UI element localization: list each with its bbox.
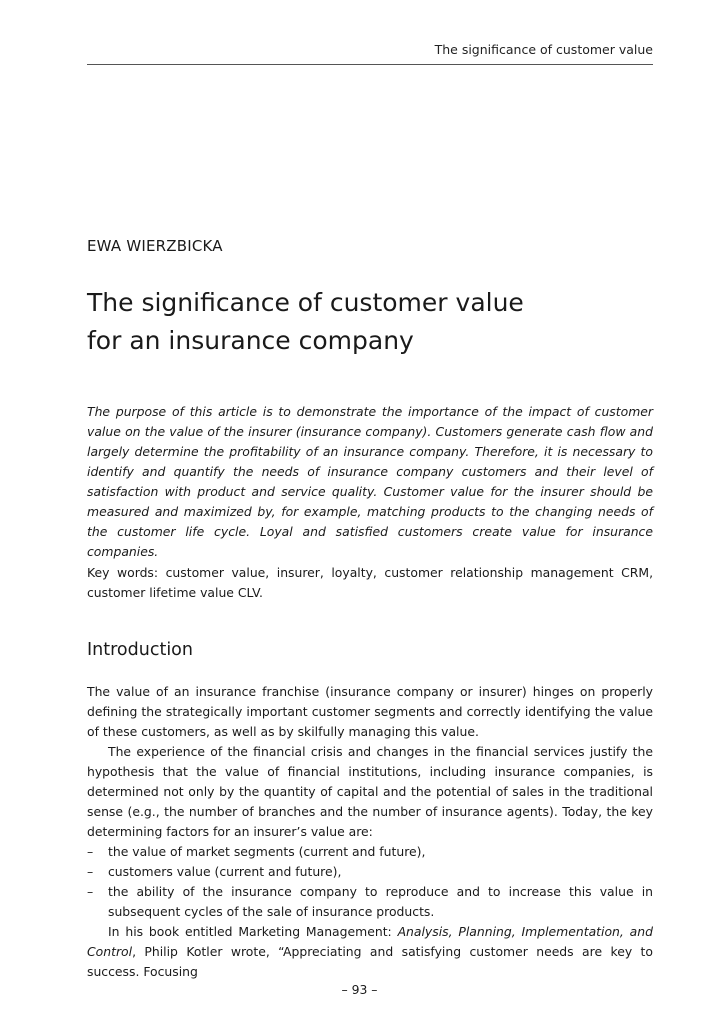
page-number: – 93 – (341, 982, 378, 997)
running-head: The significance of customer value (434, 42, 653, 57)
paragraph-3-end: , Philip Kotler wrote, “Appreciating and satisfying customer needs are key to success. Focusing (87, 944, 653, 979)
author-name: EWA WIERZBICKA (87, 237, 223, 255)
introduction-body (87, 682, 653, 982)
list-item-text: the value of market segments (current and future), (108, 844, 426, 859)
list-item (87, 842, 653, 862)
paragraph-3 (87, 922, 653, 982)
list-item-text: customers value (current and future), (108, 864, 342, 879)
header-rule (87, 64, 653, 65)
list-item (87, 882, 653, 922)
list-item (87, 862, 653, 882)
abstract: The purpose of this article is to demonstrate the importance of the impact of customer value on the value of the insurer (insurance company). Customers generate cash flow and largely determine the profitability of an insurance company. Therefore, it is necessary to identify and quantify the needs of insurance company customers and their level of satisfaction with product and service quality. Customer value for the insurer should be measured and maximized by, for example, matching products to the changing needs of the customer life cycle. Loyal and satisfied customers create value for insurance companies. (87, 404, 653, 559)
factor-list (87, 842, 653, 922)
paragraph-3-start: In his book entitled Marketing Management: (108, 924, 398, 939)
keywords (87, 563, 653, 603)
keywords-list: customer value, insurer, loyalty, customer relationship management CRM, customer lifetime value CLV. (87, 565, 654, 600)
paragraph-1: The value of an insurance franchise (insurance company or insurer) hinges on properly defining the strategically important customer segments and correctly identifying the value of these customers, as well as by skilfully managing this value. (87, 684, 653, 739)
list-item-text: the ability of the insurance company to reproduce and to increase this value in subsequent cycles of the sale of insurance products. (108, 884, 653, 919)
list-dash: – (87, 864, 94, 879)
section-heading-introduction: Introduction (87, 640, 193, 660)
article-title (87, 284, 653, 360)
title-line-2: for an insurance company (87, 326, 414, 355)
list-dash: – (87, 844, 94, 859)
keywords-label: Key words: (87, 565, 159, 580)
paragraph-2: The experience of the financial crisis and changes in the financial services justify the hypothesis that the value of financial institutions, including insurance companies, is determined not only by the quantity of capital and the potential of sales in the traditional sense (e.g., the number of branches and the number of insurance agents). Today, the key determining factors for an insurer’s value are: (87, 744, 653, 839)
list-dash: – (87, 884, 94, 899)
title-line-1: The significance of customer value (87, 288, 524, 317)
book-subtitle: Analysis, Planning, Implementation, and Control (87, 924, 653, 959)
